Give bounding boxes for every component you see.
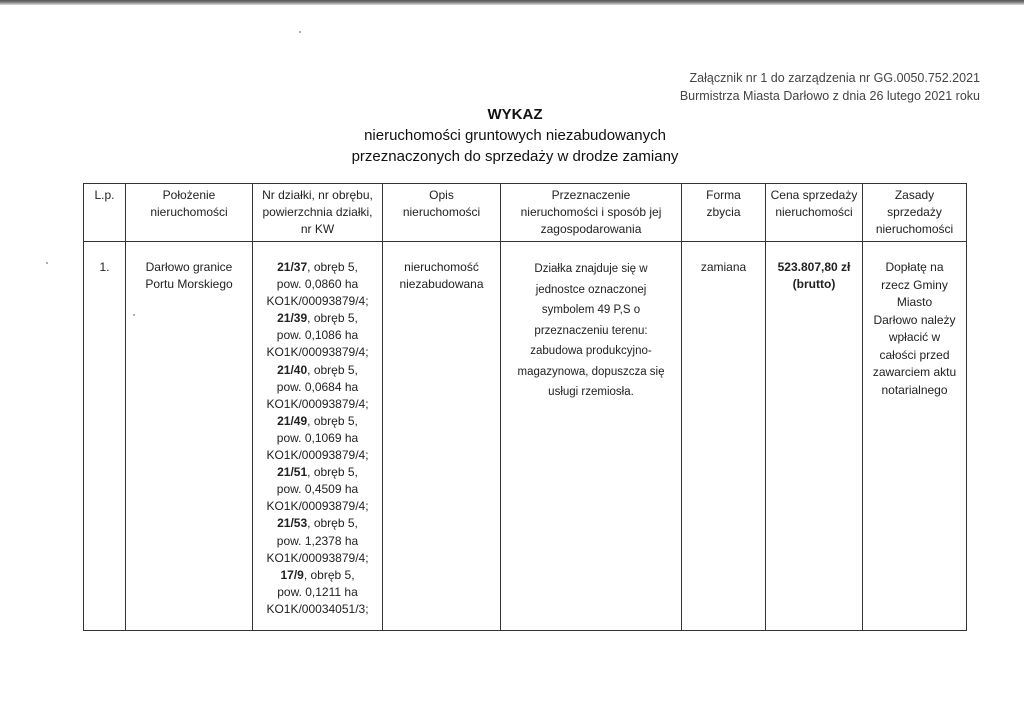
cell-lp: 1.	[84, 242, 126, 631]
scan-speck	[299, 31, 301, 33]
header-zasady: Zasady sprzedaży nieruchomości	[863, 184, 967, 242]
plot-entry: 21/37, obręb 5, pow. 0,0860 ha KO1K/00093879/4;	[266, 260, 369, 309]
heading-line-2: nieruchomości gruntowych niezabudowanych	[364, 127, 666, 144]
property-list-table	[83, 183, 967, 631]
plot-entry: 21/53, obręb 5, pow. 1,2378 ha KO1K/00093879/4;	[266, 516, 369, 565]
cell-przeznaczenie: Działka znajduje się w jednostce oznaczonej symbolem 49 P,S o przeznaczeniu terenu: zabudowa produkcyjno- magazynowa, dopuszcza się usługi rzemiosła.	[501, 242, 682, 631]
header-lp: L.p.	[84, 184, 126, 242]
scan-speck	[46, 262, 48, 264]
header-nr-dzialki: Nr działki, nr obrębu, powierzchnia działki, nr KW	[253, 184, 383, 242]
cell-polozenie: Darłowo granice Portu Morskiego	[126, 242, 253, 631]
scan-edge	[0, 0, 1024, 5]
table-header-row	[84, 184, 967, 242]
heading-line-3: przeznaczonych do sprzedaży w drodze zamiany	[351, 148, 679, 165]
cell-opis: nieruchomość niezabudowana	[383, 242, 501, 631]
cell-plots	[253, 242, 383, 631]
plot-entry: 21/51, obręb 5, pow. 0,4509 ha KO1K/00093879/4;	[266, 465, 369, 514]
document-heading	[300, 104, 730, 167]
plot-entry: 21/39, obręb 5, pow. 0,1086 ha KO1K/00093879/4;	[266, 311, 369, 360]
annex-line-2: Burmistrza Miasta Darłowo z dnia 26 lutego 2021 roku	[679, 89, 980, 103]
header-opis: Opis nieruchomości	[383, 184, 501, 242]
plot-entry: 21/49, obręb 5, pow. 0,1069 ha KO1K/00093879/4;	[266, 413, 369, 463]
header-forma: Forma zbycia	[682, 184, 766, 242]
table-row	[84, 242, 967, 631]
plot-entry: 17/9, obręb 5, pow. 0,1211 ha KO1K/00034051/3;	[266, 567, 369, 616]
header-polozenie: Położenie nieruchomości	[126, 184, 253, 242]
cell-zasady: Dopłatę na rzecz Gminy Miasto Darłowo należy wpłacić w całości przed zawarciem aktu notarialnego	[863, 242, 967, 631]
cell-cena: 523.807,80 zł (brutto)	[766, 242, 863, 631]
header-cena: Cena sprzedaży nieruchomości	[766, 184, 863, 242]
annex-line-1: Załącznik nr 1 do zarządzenia nr GG.0050.752.2021	[689, 71, 980, 85]
annex-note	[680, 69, 980, 105]
heading-title: WYKAZ	[487, 106, 543, 123]
header-przeznaczenie: Przeznaczenie nieruchomości i sposób jej zagospodarowania	[501, 184, 682, 242]
cell-forma: zamiana	[682, 242, 766, 631]
plot-entry: 21/40, obręb 5, pow. 0,0684 ha KO1K/00093879/4;	[266, 362, 369, 411]
